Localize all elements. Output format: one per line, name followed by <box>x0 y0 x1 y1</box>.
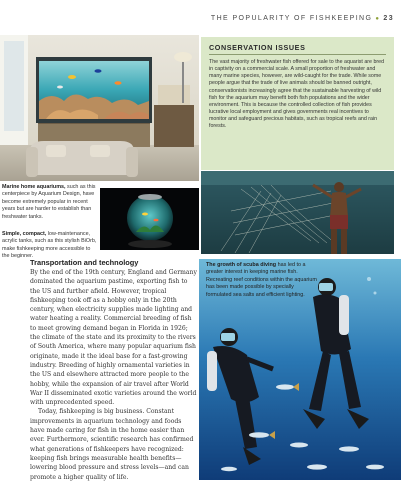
marine-caption-text: such as this centerpiece by Aquarium Design, have become extremely popular in recent years but are harder to establish than freshwater tanks. <box>2 184 96 220</box>
bowl-caption-lead: Simple, compact, <box>2 231 47 237</box>
fisherman-illustration <box>201 171 394 254</box>
page-number: 23 <box>383 15 394 22</box>
conservation-divider <box>209 54 386 55</box>
scuba-diving-caption <box>206 262 318 299</box>
running-header <box>0 15 394 22</box>
bullet-separator-icon: ● <box>375 16 381 22</box>
diving-caption-lead: The growth of scuba diving <box>206 262 277 268</box>
article-body <box>30 268 197 482</box>
marine-aquarium-caption <box>2 184 98 221</box>
section-heading: Transportation and technology <box>30 258 139 267</box>
biorb-bowl-illustration <box>100 188 199 250</box>
fisherman-net-photo <box>201 171 394 254</box>
marine-aquarium-room-photo <box>0 35 199 181</box>
article-paragraph: By the end of the 19th century, England and Germany dominated the aquarium pastime, exporting fish to the US and further afield. However, tropical fishkeeping took off as a hobby only in the 20th century, when electricity supplies made lighting and water heating a reality. Commercial breeding of fish to meet growing demand began in Florida in 1926; the climate of the state and its proximity to the rivers of South America, where many popular aquarium fish originate, made it the ideal base for a fast-growing industry. Breeding of highly ornamental varieties in the US and elsewhere attracted more people to the hobby, while the expansion of air travel after World War II disseminated exotic varieties around the world with unprecedented speed. <box>30 269 197 407</box>
biorb-bowl-photo <box>100 188 199 250</box>
article-paragraph: Today, fishkeeping is big business. Constant improvements in aquarium technology and foods have made caring for fish in the home easier than ever. Furthermore, scientific research has confirmed what generations of fishkeepers have recognized: keeping fish brings measurable health benefits—lowering blood pressure and stress levels—and can promote a higher quality of life. <box>30 408 194 481</box>
biorb-bowl-caption <box>2 231 98 261</box>
marine-caption-lead: Marine home aquariums, <box>2 184 66 190</box>
conservation-issues-box <box>201 37 394 170</box>
diving-caption-text: has led to a greater interest in keeping marine fish. Recreating reef conditions within the aquarium has been made possible by specially formulated sea salts and efficient lighting. <box>206 262 317 298</box>
conservation-title: CONSERVATION ISSUES <box>209 43 306 52</box>
bowl-caption-text: low-maintenance, acrylic tanks, such as this stylish BiOrb, make fishkeeping more accessible to the beginner. <box>2 231 97 260</box>
aquarium-room-illustration <box>0 35 199 181</box>
conservation-text: The vast majority of freshwater fish offered for sale to the aquarist are bred in captivity on a commercial scale. A small proportion of freshwater and many marine species, however, are wild-caught for the trade. While some people argue that the trade of live animals should be banned outright, conservationists increasingly agree that the sustainable harvesting of wild fish for the aquarium may benefit both fish populations and the wider environment. This is because the controlled collection of fish provides lucrative local employment and gives governments real incentives to monitor and safeguard precious habitats, such as tropical reefs and rain forests. <box>209 59 385 130</box>
running-header-title: THE POPULARITY OF FISHKEEPING <box>210 15 373 22</box>
